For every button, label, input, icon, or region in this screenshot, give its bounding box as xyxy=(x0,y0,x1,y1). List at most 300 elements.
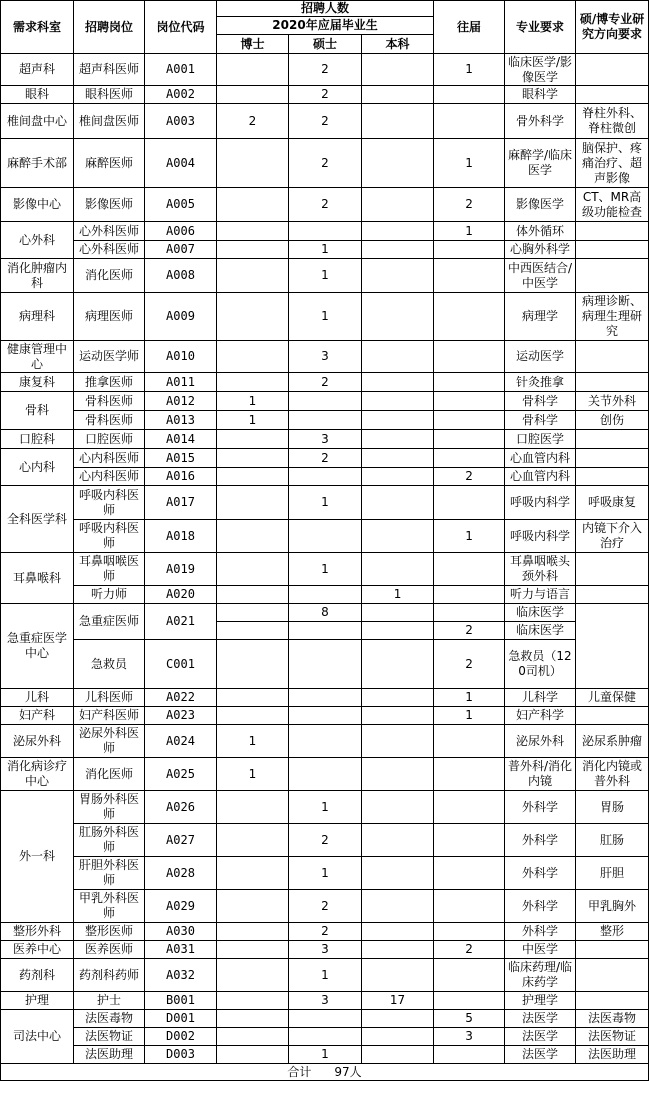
bachelor-cell xyxy=(362,139,434,188)
master-cell: 1 xyxy=(289,553,362,586)
prev-cell xyxy=(434,586,505,604)
phd-cell xyxy=(217,1028,289,1046)
post-cell: 泌尿外科医师 xyxy=(74,725,145,758)
prev-cell xyxy=(434,104,505,139)
major-cell: 妇产科学 xyxy=(505,707,576,725)
direction-cell: 脊柱外科、脊柱微创 xyxy=(576,104,649,139)
major-cell: 普外科/消化内镜 xyxy=(505,758,576,791)
header-master: 硕士 xyxy=(289,35,362,54)
prev-cell xyxy=(434,373,505,392)
post-cell: 眼科医师 xyxy=(74,86,145,104)
bachelor-cell xyxy=(362,86,434,104)
master-cell: 3 xyxy=(289,992,362,1010)
direction-cell xyxy=(576,373,649,392)
phd-cell xyxy=(217,941,289,959)
master-cell: 2 xyxy=(289,86,362,104)
header-fresh-group: 2020年应届毕业生 xyxy=(217,17,434,35)
master-cell: 2 xyxy=(289,139,362,188)
dept-cell: 药剂科 xyxy=(1,959,74,992)
major-cell: 儿科学 xyxy=(505,689,576,707)
total-row xyxy=(1,1064,649,1081)
major-cell: 临床医学 xyxy=(505,622,576,640)
major-cell: 耳鼻咽喉头颈外科 xyxy=(505,553,576,586)
bachelor-cell xyxy=(362,553,434,586)
major-cell: 急救员（120司机） xyxy=(505,640,576,689)
direction-cell: 创伤 xyxy=(576,411,649,430)
direction-cell: 关节外科 xyxy=(576,392,649,411)
master-cell: 1 xyxy=(289,486,362,520)
post-cell: 法医毒物 xyxy=(74,1010,145,1028)
bachelor-cell xyxy=(362,622,434,640)
prev-cell: 2 xyxy=(434,941,505,959)
direction-cell xyxy=(576,553,649,586)
dept-cell: 耳鼻喉科 xyxy=(1,553,74,604)
direction-cell xyxy=(576,241,649,259)
code-cell: A010 xyxy=(145,341,217,373)
code-cell: A032 xyxy=(145,959,217,992)
phd-cell xyxy=(217,341,289,373)
prev-cell xyxy=(434,923,505,941)
code-cell: A003 xyxy=(145,104,217,139)
direction-cell xyxy=(576,941,649,959)
prev-cell xyxy=(434,1046,505,1064)
dept-cell: 麻醉手术部 xyxy=(1,139,74,188)
bachelor-cell xyxy=(362,188,434,222)
master-cell xyxy=(289,758,362,791)
bachelor-cell xyxy=(362,640,434,689)
direction-cell: 病理诊断、病理生理研究 xyxy=(576,293,649,341)
code-cell: A031 xyxy=(145,941,217,959)
prev-cell xyxy=(434,725,505,758)
code-cell: A022 xyxy=(145,689,217,707)
prev-cell xyxy=(434,293,505,341)
bachelor-cell xyxy=(362,486,434,520)
phd-cell xyxy=(217,553,289,586)
code-cell: A002 xyxy=(145,86,217,104)
master-cell xyxy=(289,468,362,486)
prev-cell xyxy=(434,791,505,824)
code-cell: A028 xyxy=(145,857,217,890)
direction-cell: 脑保护、疼痛治疗、超声影像 xyxy=(576,139,649,188)
code-cell: A008 xyxy=(145,259,217,293)
major-cell: 针灸推拿 xyxy=(505,373,576,392)
post-cell: 医养医师 xyxy=(74,941,145,959)
master-cell: 1 xyxy=(289,241,362,259)
post-cell: 骨科医师 xyxy=(74,392,145,411)
direction-cell: 肝胆 xyxy=(576,857,649,890)
phd-cell xyxy=(217,622,289,640)
post-cell: 护士 xyxy=(74,992,145,1010)
post-cell: 呼吸内科医师 xyxy=(74,520,145,553)
header-count-group: 招聘人数 xyxy=(217,1,434,17)
master-cell: 3 xyxy=(289,941,362,959)
code-cell: A027 xyxy=(145,824,217,857)
phd-cell xyxy=(217,86,289,104)
prev-cell xyxy=(434,86,505,104)
phd-cell: 1 xyxy=(217,392,289,411)
post-cell: 肛肠外科医师 xyxy=(74,824,145,857)
bachelor-cell xyxy=(362,341,434,373)
phd-cell xyxy=(217,54,289,86)
code-cell: A004 xyxy=(145,139,217,188)
major-cell: 病理学 xyxy=(505,293,576,341)
dept-cell: 妇产科 xyxy=(1,707,74,725)
master-cell xyxy=(289,520,362,553)
direction-cell: 消化内镜或普外科 xyxy=(576,758,649,791)
code-cell: A005 xyxy=(145,188,217,222)
code-cell: A006 xyxy=(145,222,217,241)
direction-cell xyxy=(576,586,649,604)
phd-cell xyxy=(217,1046,289,1064)
master-cell: 1 xyxy=(289,959,362,992)
direction-cell: 内镜下介入治疗 xyxy=(576,520,649,553)
phd-cell xyxy=(217,139,289,188)
prev-cell xyxy=(434,992,505,1010)
direction-cell: 泌尿系肿瘤 xyxy=(576,725,649,758)
phd-cell xyxy=(217,640,289,689)
direction-cell xyxy=(576,468,649,486)
code-cell: A015 xyxy=(145,449,217,468)
direction-cell: 法医毒物 xyxy=(576,1010,649,1028)
master-cell xyxy=(289,1010,362,1028)
bachelor-cell xyxy=(362,941,434,959)
post-cell: 病理医师 xyxy=(74,293,145,341)
bachelor-cell xyxy=(362,890,434,923)
post-cell: 心内科医师 xyxy=(74,468,145,486)
bachelor-cell xyxy=(362,241,434,259)
post-cell: 呼吸内科医师 xyxy=(74,486,145,520)
dept-cell: 病理科 xyxy=(1,293,74,341)
major-cell: 临床药理/临床药学 xyxy=(505,959,576,992)
major-cell: 外科学 xyxy=(505,791,576,824)
major-cell: 护理学 xyxy=(505,992,576,1010)
direction-cell: 胃肠 xyxy=(576,791,649,824)
phd-cell xyxy=(217,259,289,293)
bachelor-cell xyxy=(362,449,434,468)
bachelor-cell xyxy=(362,222,434,241)
bachelor-cell xyxy=(362,520,434,553)
bachelor-cell xyxy=(362,1010,434,1028)
phd-cell xyxy=(217,468,289,486)
master-cell: 3 xyxy=(289,341,362,373)
code-cell: A025 xyxy=(145,758,217,791)
direction-cell xyxy=(576,449,649,468)
post-cell: 心外科医师 xyxy=(74,241,145,259)
bachelor-cell xyxy=(362,824,434,857)
major-cell: 运动医学 xyxy=(505,341,576,373)
code-cell: B001 xyxy=(145,992,217,1010)
major-cell: 外科学 xyxy=(505,857,576,890)
prev-cell xyxy=(434,341,505,373)
code-cell: D003 xyxy=(145,1046,217,1064)
major-cell: 外科学 xyxy=(505,890,576,923)
major-cell: 体外循环 xyxy=(505,222,576,241)
prev-cell xyxy=(434,259,505,293)
header-code: 岗位代码 xyxy=(145,1,217,54)
post-cell: 法医助理 xyxy=(74,1046,145,1064)
master-cell: 1 xyxy=(289,1046,362,1064)
dept-cell: 心内科 xyxy=(1,449,74,486)
phd-cell: 1 xyxy=(217,411,289,430)
master-cell xyxy=(289,622,362,640)
code-cell: A013 xyxy=(145,411,217,430)
phd-cell xyxy=(217,824,289,857)
header-direction: 硕/博专业研究方向要求 xyxy=(576,1,649,54)
dept-cell: 骨科 xyxy=(1,392,74,430)
header-phd: 博士 xyxy=(217,35,289,54)
major-cell: 临床医学 xyxy=(505,604,576,622)
dept-cell: 椎间盘中心 xyxy=(1,104,74,139)
prev-cell xyxy=(434,411,505,430)
bachelor-cell xyxy=(362,791,434,824)
post-cell: 心内科医师 xyxy=(74,449,145,468)
master-cell xyxy=(289,707,362,725)
header-previous: 往届 xyxy=(434,1,505,54)
phd-cell xyxy=(217,857,289,890)
bachelor-cell xyxy=(362,373,434,392)
prev-cell xyxy=(434,857,505,890)
bachelor-cell xyxy=(362,293,434,341)
dept-cell: 整形外科 xyxy=(1,923,74,941)
prev-cell: 2 xyxy=(434,640,505,689)
bachelor-cell xyxy=(362,392,434,411)
post-cell: 骨科医师 xyxy=(74,411,145,430)
prev-cell: 1 xyxy=(434,222,505,241)
direction-cell xyxy=(576,222,649,241)
dept-cell: 消化病诊疗中心 xyxy=(1,758,74,791)
phd-cell xyxy=(217,890,289,923)
code-cell: A029 xyxy=(145,890,217,923)
bachelor-cell xyxy=(362,707,434,725)
code-cell: A014 xyxy=(145,430,217,449)
phd-cell xyxy=(217,373,289,392)
master-cell: 2 xyxy=(289,824,362,857)
phd-cell xyxy=(217,520,289,553)
direction-cell: 肛肠 xyxy=(576,824,649,857)
major-cell: 法医学 xyxy=(505,1010,576,1028)
major-cell: 外科学 xyxy=(505,923,576,941)
post-cell: 法医物证 xyxy=(74,1028,145,1046)
header-dept: 需求科室 xyxy=(1,1,74,54)
master-cell xyxy=(289,222,362,241)
master-cell xyxy=(289,640,362,689)
code-cell: D001 xyxy=(145,1010,217,1028)
phd-cell xyxy=(217,923,289,941)
dept-cell: 康复科 xyxy=(1,373,74,392)
prev-cell xyxy=(434,758,505,791)
direction-cell: 法医助理 xyxy=(576,1046,649,1064)
dept-cell: 眼科 xyxy=(1,86,74,104)
direction-cell: 整形 xyxy=(576,923,649,941)
code-cell: A001 xyxy=(145,54,217,86)
post-cell: 整形医师 xyxy=(74,923,145,941)
prev-cell: 2 xyxy=(434,622,505,640)
phd-cell xyxy=(217,449,289,468)
prev-cell xyxy=(434,449,505,468)
bachelor-cell xyxy=(362,923,434,941)
phd-cell xyxy=(217,241,289,259)
major-cell: 泌尿外科 xyxy=(505,725,576,758)
phd-cell xyxy=(217,604,289,622)
code-cell: D002 xyxy=(145,1028,217,1046)
dept-cell: 医养中心 xyxy=(1,941,74,959)
header-bachelor: 本科 xyxy=(362,35,434,54)
bachelor-cell xyxy=(362,604,434,622)
code-cell: A026 xyxy=(145,791,217,824)
major-cell: 法医学 xyxy=(505,1046,576,1064)
direction-cell xyxy=(576,959,649,992)
post-cell: 急重症医师 xyxy=(74,604,145,640)
bachelor-cell xyxy=(362,468,434,486)
prev-cell xyxy=(434,430,505,449)
master-cell: 2 xyxy=(289,923,362,941)
post-cell: 胃肠外科医师 xyxy=(74,791,145,824)
dept-cell: 儿科 xyxy=(1,689,74,707)
master-cell xyxy=(289,725,362,758)
post-cell: 消化医师 xyxy=(74,758,145,791)
dept-cell: 影像中心 xyxy=(1,188,74,222)
dept-cell: 急重症医学中心 xyxy=(1,604,74,689)
prev-cell: 1 xyxy=(434,54,505,86)
header-post: 招聘岗位 xyxy=(74,1,145,54)
dept-cell: 外一科 xyxy=(1,791,74,923)
prev-cell xyxy=(434,890,505,923)
phd-cell xyxy=(217,188,289,222)
direction-cell xyxy=(576,430,649,449)
major-cell: 骨外科学 xyxy=(505,104,576,139)
direction-cell: CT、MR高级功能检查 xyxy=(576,188,649,222)
dept-cell: 口腔科 xyxy=(1,430,74,449)
code-cell: A021 xyxy=(145,604,217,640)
master-cell xyxy=(289,586,362,604)
master-cell xyxy=(289,392,362,411)
phd-cell xyxy=(217,791,289,824)
post-cell: 椎间盘医师 xyxy=(74,104,145,139)
master-cell: 2 xyxy=(289,54,362,86)
prev-cell xyxy=(434,553,505,586)
post-cell: 心外科医师 xyxy=(74,222,145,241)
direction-cell: 呼吸康复 xyxy=(576,486,649,520)
major-cell: 麻醉学/临床医学 xyxy=(505,139,576,188)
direction-cell xyxy=(576,341,649,373)
phd-cell xyxy=(217,1010,289,1028)
phd-cell xyxy=(217,586,289,604)
phd-cell xyxy=(217,222,289,241)
bachelor-cell xyxy=(362,689,434,707)
post-cell: 超声科医师 xyxy=(74,54,145,86)
code-cell: C001 xyxy=(145,640,217,689)
prev-cell xyxy=(434,241,505,259)
code-cell: A030 xyxy=(145,923,217,941)
prev-cell: 2 xyxy=(434,188,505,222)
phd-cell xyxy=(217,293,289,341)
phd-cell xyxy=(217,959,289,992)
bachelor-cell xyxy=(362,1028,434,1046)
major-cell: 中医学 xyxy=(505,941,576,959)
major-cell: 骨科学 xyxy=(505,392,576,411)
bachelor-cell xyxy=(362,411,434,430)
dept-cell: 泌尿外科 xyxy=(1,725,74,758)
direction-cell: 甲乳胸外 xyxy=(576,890,649,923)
master-cell: 1 xyxy=(289,791,362,824)
major-cell: 外科学 xyxy=(505,824,576,857)
post-cell: 耳鼻咽喉医师 xyxy=(74,553,145,586)
master-cell: 2 xyxy=(289,104,362,139)
post-cell: 妇产科医师 xyxy=(74,707,145,725)
bachelor-cell: 17 xyxy=(362,992,434,1010)
bachelor-cell xyxy=(362,959,434,992)
major-cell: 心血管内科 xyxy=(505,468,576,486)
bachelor-cell xyxy=(362,54,434,86)
phd-cell xyxy=(217,486,289,520)
prev-cell xyxy=(434,486,505,520)
total-label: 合计 xyxy=(287,1064,312,1079)
master-cell: 2 xyxy=(289,188,362,222)
bachelor-cell xyxy=(362,104,434,139)
header-major: 专业要求 xyxy=(505,1,576,54)
phd-cell xyxy=(217,707,289,725)
post-cell: 急救员 xyxy=(74,640,145,689)
code-cell: A011 xyxy=(145,373,217,392)
major-cell: 法医学 xyxy=(505,1028,576,1046)
post-cell: 麻醉医师 xyxy=(74,139,145,188)
prev-cell: 1 xyxy=(434,707,505,725)
major-cell: 呼吸内科学 xyxy=(505,486,576,520)
code-cell: A018 xyxy=(145,520,217,553)
prev-cell: 1 xyxy=(434,520,505,553)
dept-cell: 护理 xyxy=(1,992,74,1010)
prev-cell: 3 xyxy=(434,1028,505,1046)
direction-cell xyxy=(576,604,649,689)
direction-cell xyxy=(576,259,649,293)
major-cell: 眼科学 xyxy=(505,86,576,104)
post-cell: 运动医学师 xyxy=(74,341,145,373)
dept-cell: 全科医学科 xyxy=(1,486,74,553)
direction-cell xyxy=(576,707,649,725)
bachelor-cell xyxy=(362,259,434,293)
major-cell: 临床医学/影像医学 xyxy=(505,54,576,86)
master-cell: 1 xyxy=(289,259,362,293)
dept-cell: 司法中心 xyxy=(1,1010,74,1064)
prev-cell: 1 xyxy=(434,689,505,707)
major-cell: 心血管内科 xyxy=(505,449,576,468)
direction-cell xyxy=(576,54,649,86)
major-cell: 听力与语言 xyxy=(505,586,576,604)
post-cell: 听力师 xyxy=(74,586,145,604)
major-cell: 中西医结合/中医学 xyxy=(505,259,576,293)
direction-cell: 儿童保健 xyxy=(576,689,649,707)
prev-cell: 2 xyxy=(434,468,505,486)
post-cell: 推拿医师 xyxy=(74,373,145,392)
master-cell xyxy=(289,411,362,430)
post-cell: 甲乳外科医师 xyxy=(74,890,145,923)
phd-cell xyxy=(217,689,289,707)
phd-cell xyxy=(217,992,289,1010)
master-cell: 2 xyxy=(289,890,362,923)
bachelor-cell xyxy=(362,430,434,449)
major-cell: 呼吸内科学 xyxy=(505,520,576,553)
major-cell: 骨科学 xyxy=(505,411,576,430)
direction-cell xyxy=(576,86,649,104)
phd-cell: 2 xyxy=(217,104,289,139)
prev-cell: 1 xyxy=(434,139,505,188)
bachelor-cell xyxy=(362,758,434,791)
post-cell: 消化医师 xyxy=(74,259,145,293)
bachelor-cell xyxy=(362,1046,434,1064)
post-cell: 药剂科药师 xyxy=(74,959,145,992)
bachelor-cell: 1 xyxy=(362,586,434,604)
phd-cell: 1 xyxy=(217,725,289,758)
